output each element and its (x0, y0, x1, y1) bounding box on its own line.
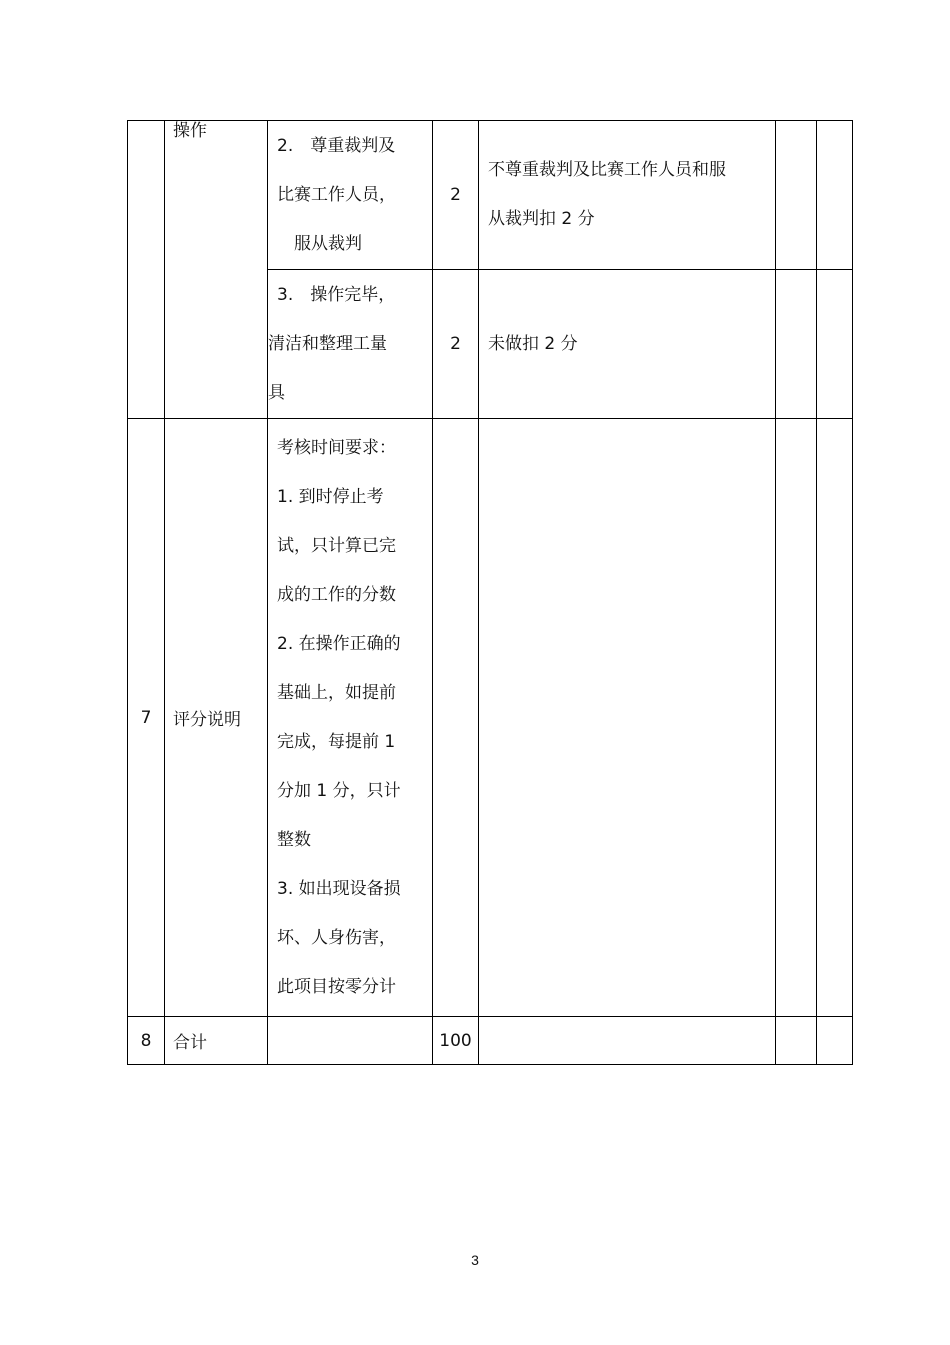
requirement-line: 服从裁判 (277, 233, 362, 254)
row-number: 7 (140, 707, 152, 728)
requirement-cell (268, 419, 433, 1017)
points-value: 2 (450, 185, 461, 205)
table-row (128, 419, 853, 1017)
table-row (128, 121, 853, 270)
standard-line: 未做扣 2 分 (488, 333, 578, 354)
item-name: 合计 (173, 1033, 207, 1053)
blank-cell (776, 1017, 817, 1065)
requirement-line: 3. 操作完毕， (277, 284, 396, 305)
row-number-cell (128, 1017, 165, 1065)
scoring-table (127, 120, 853, 1065)
requirement-line: 完成，每提前 1 (277, 731, 396, 752)
item-name-cell (165, 1017, 268, 1065)
page-number: 3 (471, 1252, 479, 1268)
requirement-line: 成的工作的分数 (277, 584, 396, 605)
requirement-line: 清洁和整理工量 (268, 333, 387, 354)
requirement-line: 整数 (277, 829, 311, 850)
row-number-cell (128, 419, 165, 1017)
points-total: 100 (439, 1030, 472, 1051)
points-cell (433, 121, 479, 270)
row-number-cell (128, 121, 165, 419)
points-cell (433, 270, 479, 419)
requirement-line: 考核时间要求： (277, 437, 396, 458)
requirement-line: 具 (268, 382, 285, 403)
item-name-cell (165, 121, 268, 419)
item-name: 评分说明 (173, 710, 241, 730)
standard-line: 从裁判扣 2 分 (488, 209, 595, 229)
requirement-cell (268, 270, 433, 419)
table-row (128, 1017, 853, 1065)
requirement-line: 坏、人身伤害， (277, 927, 396, 948)
requirement-line: 试，只计算已完 (277, 535, 396, 556)
item-name-cell (165, 419, 268, 1017)
requirement-line: 3. 如出现设备损 (277, 878, 401, 899)
row-number: 8 (140, 1030, 152, 1051)
blank-cell (776, 270, 817, 419)
requirement-line: 2. 在操作正确的 (277, 633, 401, 654)
blank-cell (817, 419, 853, 1017)
requirement-line: 比赛工作人员， (277, 184, 396, 205)
item-name: 操作 (173, 121, 207, 141)
requirement-line: 此项目按零分计 (277, 976, 396, 997)
requirement-cell (268, 121, 433, 270)
standard-cell (479, 270, 776, 419)
standard-cell (479, 1017, 776, 1065)
requirement-line: 分加 1 分，只计 (277, 780, 401, 801)
blank-cell (817, 270, 853, 419)
points-cell (433, 1017, 479, 1065)
blank-cell (817, 121, 853, 270)
requirement-line: 基础上，如提前 (277, 682, 396, 703)
requirement-line: 2. 尊重裁判及 (277, 135, 396, 156)
points-value: 2 (450, 334, 461, 354)
blank-cell (776, 121, 817, 270)
requirement-cell (268, 1017, 433, 1065)
blank-cell (776, 419, 817, 1017)
points-cell (433, 419, 479, 1017)
standard-cell (479, 419, 776, 1017)
standard-line: 不尊重裁判及比赛工作人员和服 (488, 160, 726, 180)
blank-cell (817, 1017, 853, 1065)
requirement-line: 1. 到时停止考 (277, 486, 384, 507)
standard-cell (479, 121, 776, 270)
